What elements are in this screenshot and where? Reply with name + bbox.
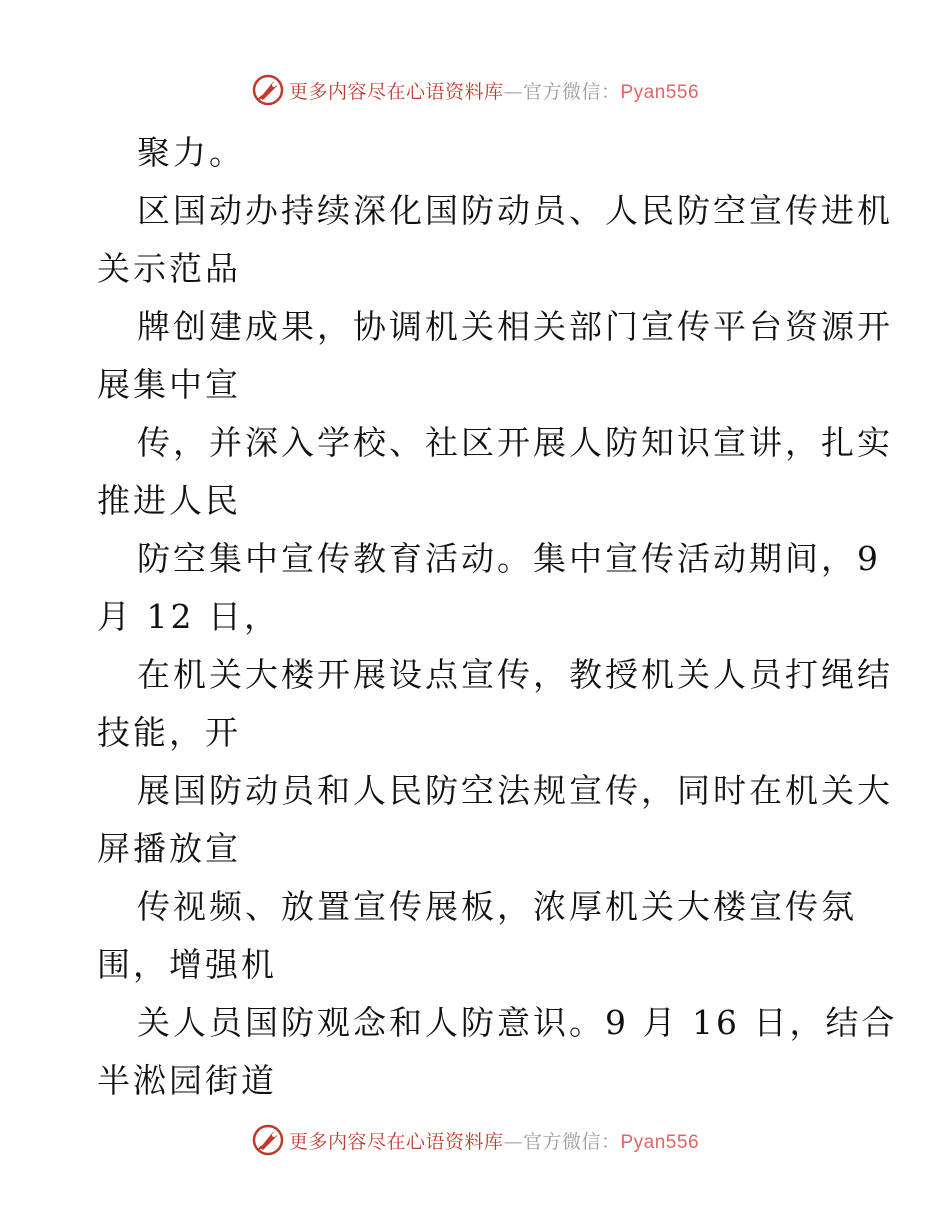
- text-line: 半淞园街道: [97, 1061, 277, 1100]
- text-line: 关人员国防观念和人防意识。9 月 16 日，结合: [137, 1003, 898, 1042]
- header-wechat-label: 官方微信：: [522, 80, 621, 103]
- text-line: 在机关大楼开展设点宣传，教授机关人员打绳结: [137, 655, 893, 694]
- header-banner: [0, 70, 950, 110]
- text-line: 牌创建成果，协调机关相关部门宣传平台资源开: [137, 307, 893, 346]
- header-banner-text: [289, 77, 699, 104]
- text-line: 展国防动员和人民防空法规宣传，同时在机关大: [137, 771, 893, 810]
- text-line: 聚力。: [137, 133, 245, 172]
- footer-site-text: 更多内容尽在心语资料库: [288, 1130, 504, 1153]
- pen-nib-logo-icon: [251, 73, 285, 107]
- header-site-text: 更多内容尽在心语资料库: [288, 80, 504, 103]
- text-line: 围，增强机: [97, 945, 277, 984]
- header-separator: —: [503, 80, 523, 103]
- footer-wechat-label: 官方微信：: [522, 1130, 621, 1153]
- text-line: 展集中宣: [97, 365, 241, 404]
- text-line: 防空集中宣传教育活动。集中宣传活动期间，9: [137, 539, 881, 578]
- text-line: 屏播放宣: [97, 829, 241, 868]
- text-line: 传，并深入学校、社区开展人防知识宣讲，扎实: [137, 423, 893, 462]
- text-line: 区国动办持续深化国防动员、人民防空宣传进机: [137, 191, 893, 230]
- pen-nib-logo-icon: [251, 1123, 285, 1157]
- text-line: 推进人民: [97, 481, 241, 520]
- text-line: 月 12 日，: [97, 597, 280, 636]
- footer-banner: [0, 1120, 950, 1160]
- text-line: 传视频、放置宣传展板，浓厚机关大楼宣传氛: [137, 887, 857, 926]
- footer-separator: —: [503, 1130, 523, 1153]
- document-body: [97, 124, 898, 1110]
- footer-wechat-id: Pyan556: [620, 1131, 700, 1153]
- header-wechat-id: Pyan556: [620, 81, 700, 103]
- text-line: 关示范品: [97, 249, 241, 288]
- footer-banner-text: [289, 1127, 699, 1154]
- text-line: 技能，开: [97, 713, 241, 752]
